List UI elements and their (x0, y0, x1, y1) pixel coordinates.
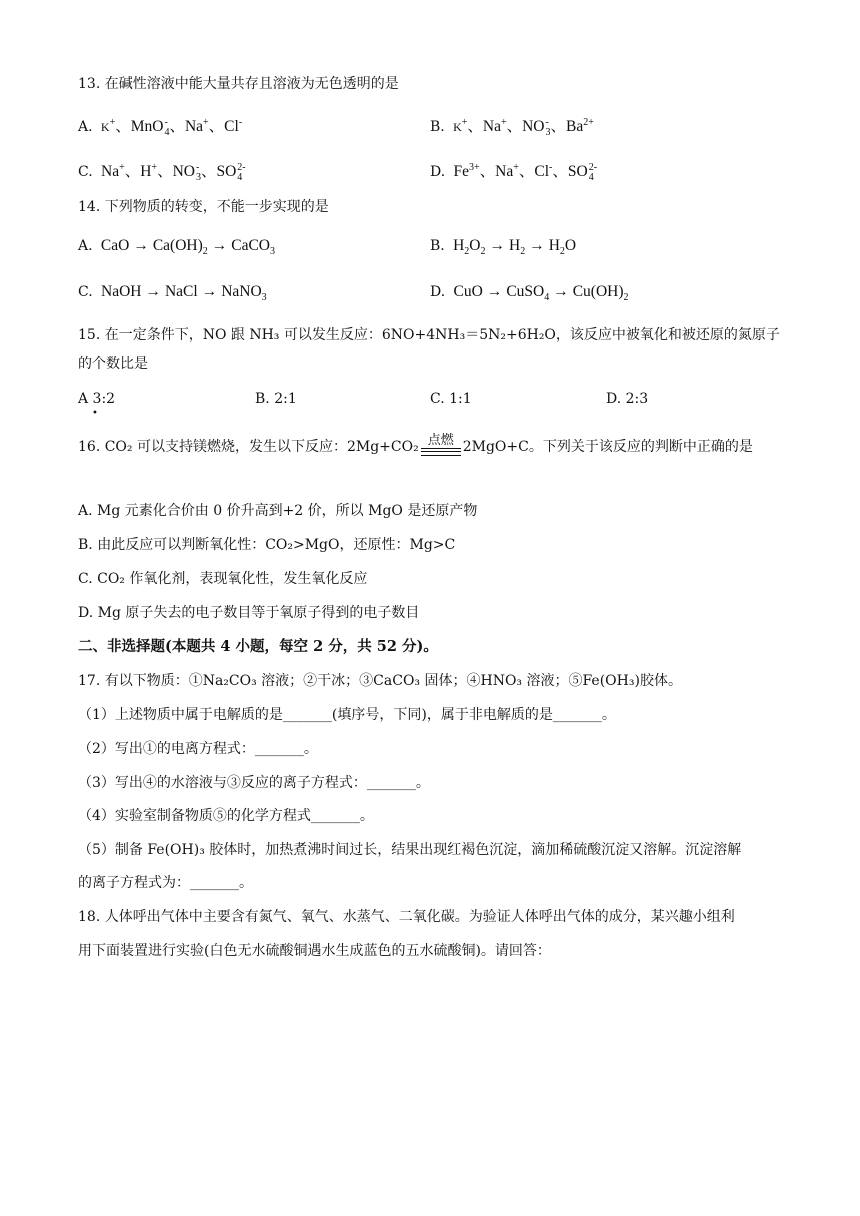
q14-option-c[interactable]: C. NaOH → NaCl → NaNO$_3$ (78, 283, 267, 304)
q13-stem: 13. 在碱性溶液中能大量共存且溶液为无色透明的是 (78, 76, 399, 92)
q17-part2: （2）写出①的电离方程式：_______。 (78, 741, 318, 757)
q16-stem-before: 16. CO₂ 可以支持镁燃烧，发生以下反应：2Mg+CO₂ (78, 439, 419, 455)
equals-sign-icon (421, 448, 461, 456)
q17-part5-line2: 的离子方程式为：_______。 (78, 875, 253, 891)
q16-option-a[interactable]: A. Mg 元素化合价由 0 价升高到+2 价，所以 MgO 是还原产物 (78, 503, 478, 519)
q13-option-b-label: B. (430, 119, 445, 136)
q17-part3: （3）写出④的水溶液与③反应的离子方程式：_______。 (78, 775, 430, 791)
ignite-condition (421, 434, 461, 460)
q14-option-a-label: A. (78, 238, 93, 254)
q15-option-a[interactable]: A 3:2 (78, 391, 116, 407)
q15-option-a-dot: • (92, 408, 98, 419)
q15-stem-line2: 的个数比是 (78, 356, 148, 372)
q13-option-c[interactable]: C. Na+、H+、NO - 3 、SO 2- 4 (78, 161, 246, 183)
q15-option-c[interactable]: C. 1:1 (430, 391, 472, 407)
q16-stem (78, 434, 753, 460)
q15-option-d[interactable]: D. 2:3 (606, 391, 649, 407)
q17-part5-line1: （5）制备 Fe(OH)₃ 胶体时，加热煮沸时间过长，结果出现红褐色沉淀，滴加稀硫酸沉淀又溶解。沉淀溶解 (78, 842, 742, 858)
q15-option-b[interactable]: B. 2:1 (255, 391, 297, 407)
q14-stem: 14. 下列物质的转变，不能一步实现的是 (78, 199, 329, 215)
q17-part4: （4）实验室制备物质⑤的化学方程式_______。 (78, 808, 374, 824)
q13-option-c-label: C. (78, 164, 93, 181)
q14-option-c-label: C. (78, 284, 93, 300)
q16-option-b[interactable]: B. 由此反应可以判断氧化性：CO₂>MgO，还原性：Mg>C (78, 537, 456, 553)
q13-option-a-label: A. (78, 119, 93, 136)
q16-stem-after: 2MgO+C。下列关于该反应的判断中正确的是 (462, 439, 753, 455)
q13-option-a[interactable]: A. K+、MnO - 4 、Na+、Cl- (78, 116, 243, 138)
q16-condition: 点燃 (427, 433, 454, 448)
q13-option-d[interactable]: D. $Fe^{3+}$、Na+、Cl-、SO 2- 4 (430, 161, 598, 183)
q18-line2: 用下面装置进行实验(白色无水硫酸铜遇水生成蓝色的五水硫酸铜)。请回答： (78, 943, 551, 959)
section2-heading: 二、非选择题(本题共 4 小题，每空 2 分，共 52 分)。 (78, 638, 438, 655)
q17-stem: 17. 有以下物质：①Na₂CO₃ 溶液；②干冰；③CaCO₃ 固体；④HNO₃ 溶液；⑤Fe(OH₃)胶体。 (78, 673, 682, 689)
q13-option-b[interactable]: B. K+、Na+、NO - 3 、$Ba^{2+}$ (430, 116, 594, 138)
q14-option-d-label: D. (430, 284, 446, 300)
q17-part1: （1）上述物质中属于电解质的是_______(填序号，下同)，属于非电解质的是_______。 (78, 707, 616, 723)
q16-option-d[interactable]: D. Mg 原子失去的电子数目等于氧原子得到的电子数目 (78, 605, 420, 621)
q13-option-d-label: D. (430, 164, 446, 181)
q15-stem-line1: 15. 在一定条件下，NO 跟 NH₃ 可以发生反应：6NO+4NH₃＝5N₂+6H₂O，该反应中被氧化和被还原的氮原子 (78, 327, 780, 343)
q14-option-d[interactable]: D. CuO → CuSO$_4$ → $Cu(OH)_2$ (430, 283, 629, 304)
q18-line1: 18. 人体呼出气体中主要含有氮气、氧气、水蒸气、二氧化碳。为验证人体呼出气体的成分，某兴趣小组利 (78, 909, 735, 925)
q16-option-c[interactable]: C. CO₂ 作氧化剂，表现氧化性，发生氧化反应 (78, 571, 368, 587)
q14-option-b-label: B. (430, 238, 445, 254)
q14-option-b[interactable]: B. $H_2O_2 \to H_2 \to H_2O$ (430, 237, 577, 258)
q14-option-a[interactable]: A. CaO → $Ca(OH)_2$ → CaCO$_3$ (78, 237, 275, 258)
